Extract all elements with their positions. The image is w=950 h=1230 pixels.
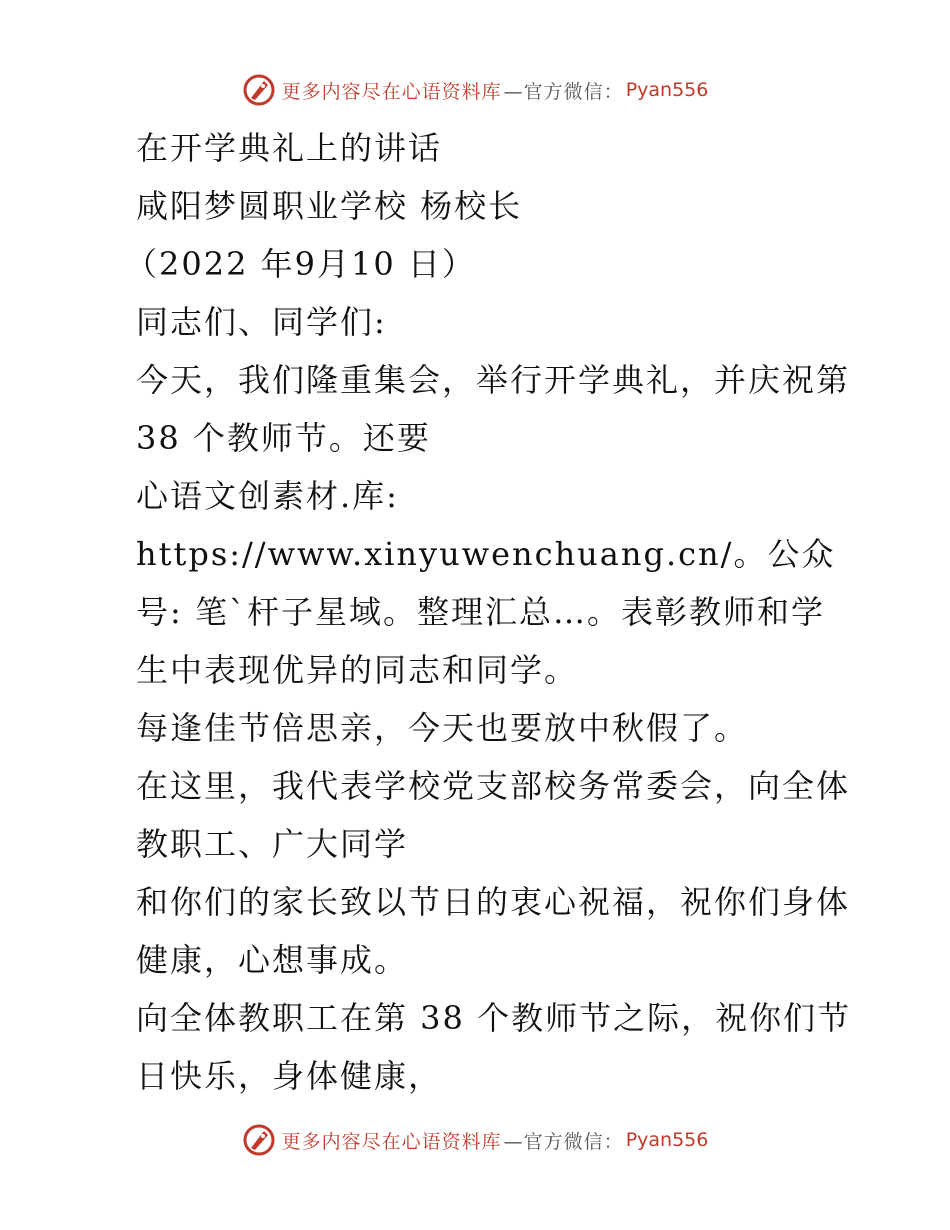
paragraph: 在这里，我代表学校党支部校务常委会，向全体教职工、广大同学	[136, 767, 851, 863]
document-body	[97, 119, 857, 1105]
banner-wechat-id: Pyan556	[625, 79, 709, 101]
footer-watermark-banner	[0, 1120, 950, 1160]
banner-text-dash: —官方微信：	[503, 1130, 624, 1153]
document-author: 咸阳梦圆职业学校 杨校长	[136, 187, 523, 225]
paragraph: 和你们的家长致以节日的衷心祝福，祝你们身体健康，心想事成。	[136, 883, 851, 979]
banner-text-dash: —官方微信：	[503, 80, 624, 103]
greeting: 同志们、同学们:	[136, 303, 387, 341]
header-watermark-banner	[0, 70, 950, 110]
paragraph: 心语文创素材.库: https://www.xinyuwenchuang.cn/。公众号: 笔`杆子星域。整理汇总…。表彰教师和学生中表现优异的同志和同学。	[136, 477, 836, 689]
banner-text-main: 更多内容尽在心语资料库	[281, 1130, 502, 1153]
document-date: （2022 年9月10 日）	[125, 245, 476, 283]
pen-nib-logo-icon	[242, 73, 276, 107]
paragraph: 向全体教职工在第 38 个教师节之际，祝你们节日快乐，身体健康，	[136, 999, 852, 1095]
document-title: 在开学典礼上的讲话	[136, 129, 443, 167]
banner-wechat-id: Pyan556	[625, 1129, 709, 1151]
pen-nib-logo-icon	[242, 1123, 276, 1157]
banner-text-main: 更多内容尽在心语资料库	[281, 80, 502, 103]
paragraph: 每逢佳节倍思亲，今天也要放中秋假了。	[136, 709, 749, 747]
paragraph: 今天，我们隆重集会，举行开学典礼，并庆祝第38 个教师节。还要	[136, 361, 851, 457]
